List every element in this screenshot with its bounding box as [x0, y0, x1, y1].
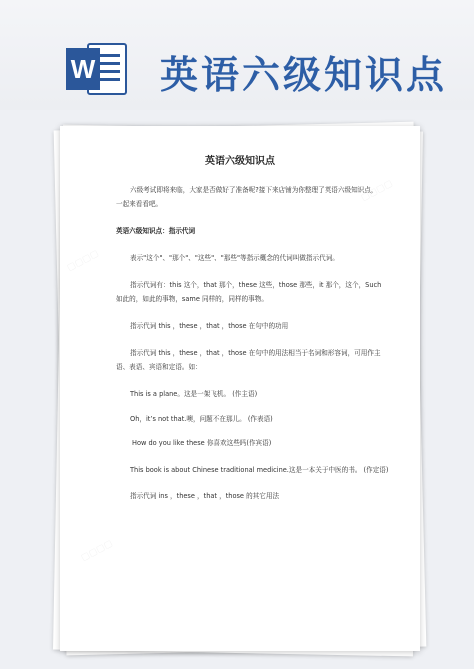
document-title: 英语六级知识点 — [205, 156, 275, 167]
logo-letter: W — [70, 54, 96, 84]
banner — [0, 0, 474, 110]
word-document-icon — [66, 40, 128, 98]
banner-title: 英语六级知识点 — [160, 53, 448, 97]
watermark: ▢▢▢▢ — [359, 178, 395, 204]
document-page — [60, 126, 420, 651]
paragraph-list: 指示代词有：this 这个，that 那个，these 这些，those 那些，it 那个，这个，Such — [130, 281, 382, 289]
example-object: How do you like these 你喜欢这些吗(作宾语) — [132, 439, 272, 447]
section-heading: 英语六级知识点：指示代词 — [116, 227, 196, 235]
watermark: ▢▢▢▢ — [65, 248, 101, 274]
paragraph-list-cont: 如此的，如此的事物，same 同样的，同样的事物。 — [116, 295, 268, 303]
paragraph-intro: 六级考试即将来临，大家是否做好了准备呢?接下来店铺为你整理了英语六级知识点， — [130, 186, 378, 194]
paragraph-definition: 表示"这个"、"那个"、"这些"、"那些"等指示概念的代词叫做指示代词。 — [130, 254, 339, 262]
paragraph-other-usage: 指示代词 ins ，these ，that ，those 的其它用法 — [130, 492, 280, 500]
paragraph-usage: 指示代词 this ，these ，that ，those 在句中的用法相当于名词和形容词，可用作主 — [130, 349, 381, 357]
paragraph-function: 指示代词 this ，these ，that ，those 在句中的功用 — [130, 322, 289, 330]
watermark: ▢▢▢▢ — [79, 538, 115, 564]
example-attributive: This book is about Chinese traditional medicine.这是一本关于中医的书。 (作定语) — [130, 466, 389, 474]
paragraph-intro-cont: 一起来看看吧。 — [116, 200, 163, 208]
example-subject: This is a plane。这是一架飞机。 (作主语) — [130, 390, 258, 398]
paragraph-usage-cont: 语、表语、宾语和定语。如： — [116, 363, 202, 371]
example-predicative: Oh，it’s not that.噢，问题不在那儿。 (作表语) — [130, 415, 273, 423]
